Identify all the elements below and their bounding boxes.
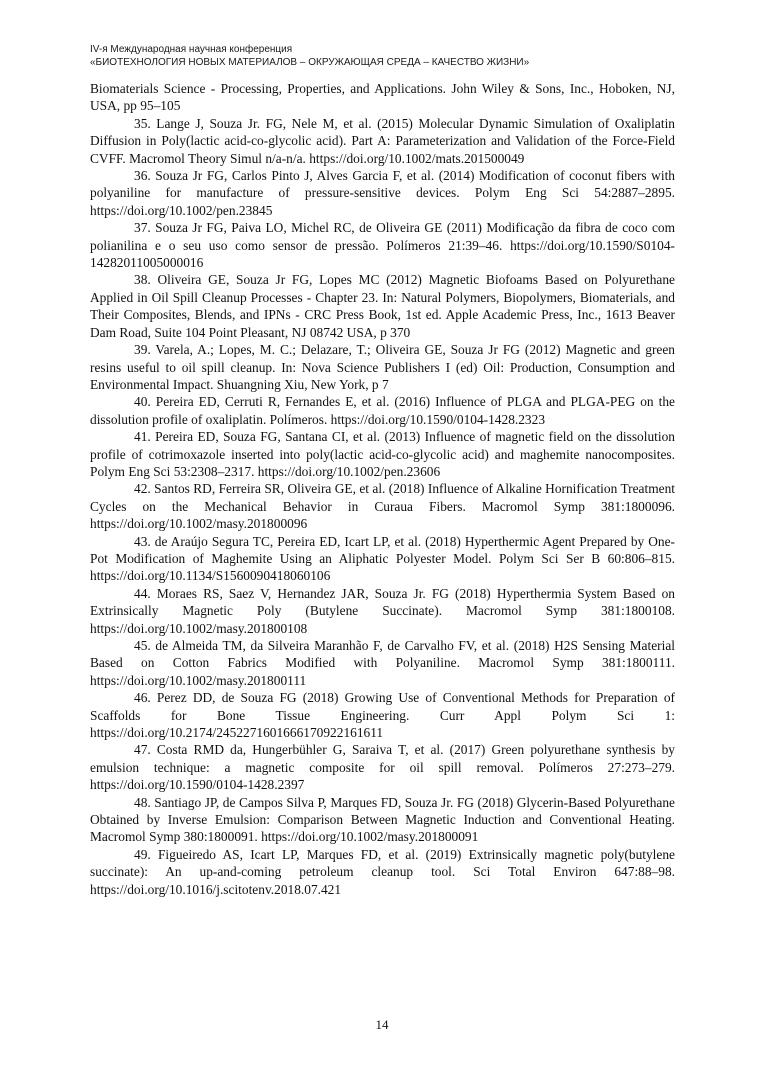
reference-35: 35. Lange J, Souza Jr. FG, Nele M, et al. (2015) Molecular Dynamic Simulation of Oxaliplatin Diffusion in Poly(lactic acid-co-glycolic acid). Part A: Parameterization and Validation of the Force-Field CVFF. Macromol Theory Simul n/a-n/a. https://doi.org/10.1002/mats.201500049 — [90, 115, 675, 166]
reference-37: 37. Souza Jr FG, Paiva LO, Michel RC, de Oliveira GE (2011) Modificação da fibra de coco com polianilina e o seu uso como sensor de pressão. Polímeros 21:39–46. https://doi.org/10.1590/S0104-14282011005000016 — [90, 220, 675, 271]
reference-43: 43. de Araújo Segura TC, Pereira ED, Icart LP, et al. (2018) Hyperthermic Agent Prepared by One-Pot Modification of Maghemite Using an Aliphatic Polyester Model. Polym Sci Ser B 60:806–815. https://doi.org/10.1134/S1560090418060106 — [90, 533, 675, 584]
reference-48: 48. Santiago JP, de Campos Silva P, Marques FD, Souza Jr. FG (2018) Glycerin-Based Polyurethane Obtained by Inverse Emulsion: Comparison Between Magnetic Induction and Conventional Heating. Macromol Symp 380:1800091. https://doi.org/10.1002/masy.201800091 — [90, 794, 675, 845]
reference-49: 49. Figueiredo AS, Icart LP, Marques FD, et al. (2019) Extrinsically magnetic poly(butylene succinate): An up-and-coming petroleum cleanup tool. Sci Total Environ 647:88–98. https://doi.org/10.1016/j.scitotenv.2018.07.421 — [90, 846, 675, 897]
reference-list — [90, 80, 675, 898]
running-header — [90, 43, 680, 69]
conference-subtitle: «БИОТЕХНОЛОГИЯ НОВЫХ МАТЕРИАЛОВ – ОКРУЖАЮЩАЯ СРЕДА – КАЧЕСТВО ЖИЗНИ» — [90, 57, 530, 68]
page-number: 14 — [375, 1017, 389, 1032]
reference-47: 47. Costa RMD da, Hungerbühler G, Saraiva T, et al. (2017) Green polyurethane synthesis by emulsion technique: a magnetic composite for oil spill removal. Polímeros 27:273–279. https://doi.org/10.1590/0104-1428.2397 — [90, 742, 675, 793]
reference-40: 40. Pereira ED, Cerruti R, Fernandes E, et al. (2016) Influence of PLGA and PLGA-PEG on the dissolution profile of oxaliplatin. Polímeros. https://doi.org/10.1590/0104-1428.2323 — [90, 394, 675, 427]
reference-46: 46. Perez DD, de Souza FG (2018) Growing Use of Conventional Methods for Preparation of Scaffolds for Bone Tissue Engineering. Curr Appl Polym Sci 1: https://doi.org/10.2174/2452271601666170922161611 — [90, 690, 675, 741]
reference-42: 42. Santos RD, Ferreira SR, Oliveira GE, et al. (2018) Influence of Alkaline Hornification Treatment Cycles on the Mechanical Behavior in Curaua Fibers. Macromol Symp 381:1800096. https://doi.org/10.1002/masy.201800096 — [90, 481, 675, 532]
reference-45: 45. de Almeida TM, da Silveira Maranhão F, de Carvalho FV, et al. (2018) H2S Sensing Material Based on Cotton Fabrics Modified with Polyaniline. Macromol Symp 381:1800111. https://doi.org/10.1002/masy.201800111 — [90, 638, 675, 688]
reference-36: 36. Souza Jr FG, Carlos Pinto J, Alves Garcia F, et al. (2014) Modification of coconut fibers with polyaniline for manufacture of pressure-sensitive devices. Polym Eng Sci 54:2887–2895. https://doi.org/10.1002/pen.23845 — [90, 168, 675, 218]
conference-title: IV-я Международная научная конференция — [90, 44, 293, 55]
reference-39: 39. Varela, A.; Lopes, M. C.; Delazare, T.; Oliveira GE, Souza Jr FG (2012) Magnetic and green resins useful to oil spill cleanup. In: Nova Science Publishers I (ed) Oil: Production, Consumption and Environmental Impact. Shuangning Xiu, New York, p 7 — [90, 342, 675, 392]
reference-continuation: Biomaterials Science - Processing, Properties, and Applications. John Wiley & Sons, Inc., Hoboken, NJ, USA, pp 95–105 — [90, 81, 675, 114]
reference-41: 41. Pereira ED, Souza FG, Santana CI, et al. (2013) Influence of magnetic field on the dissolution profile of cotrimoxazole inserted into poly(lactic acid-co-glycolic acid) and maghemite nanocomposites. Polym Eng Sci 53:2308–2317. https://doi.org/10.1002/pen.23606 — [90, 429, 675, 479]
reference-44: 44. Moraes RS, Saez V, Hernandez JAR, Souza Jr. FG (2018) Hyperthermia System Based on Extrinsically Magnetic Poly (Butylene Succinate). Macromol Symp 381:1800108. https://doi.org/10.1002/masy.201800108 — [90, 585, 675, 636]
reference-38: 38. Oliveira GE, Souza Jr FG, Lopes MC (2012) Magnetic Biofoams Based on Polyurethane Applied in Oil Spill Cleanup Processes - Chapter 23. In: Natural Polymers, Biopolymers, Biomaterials, and Their Composites, Blends, and IPNs - CRC Press Book, 1st ed. Apple Academic Press, Inc., 1613 Beaver Dam Road, Suite 104 Point Pleasant, NJ 08742 USA, p 370 — [90, 272, 675, 340]
